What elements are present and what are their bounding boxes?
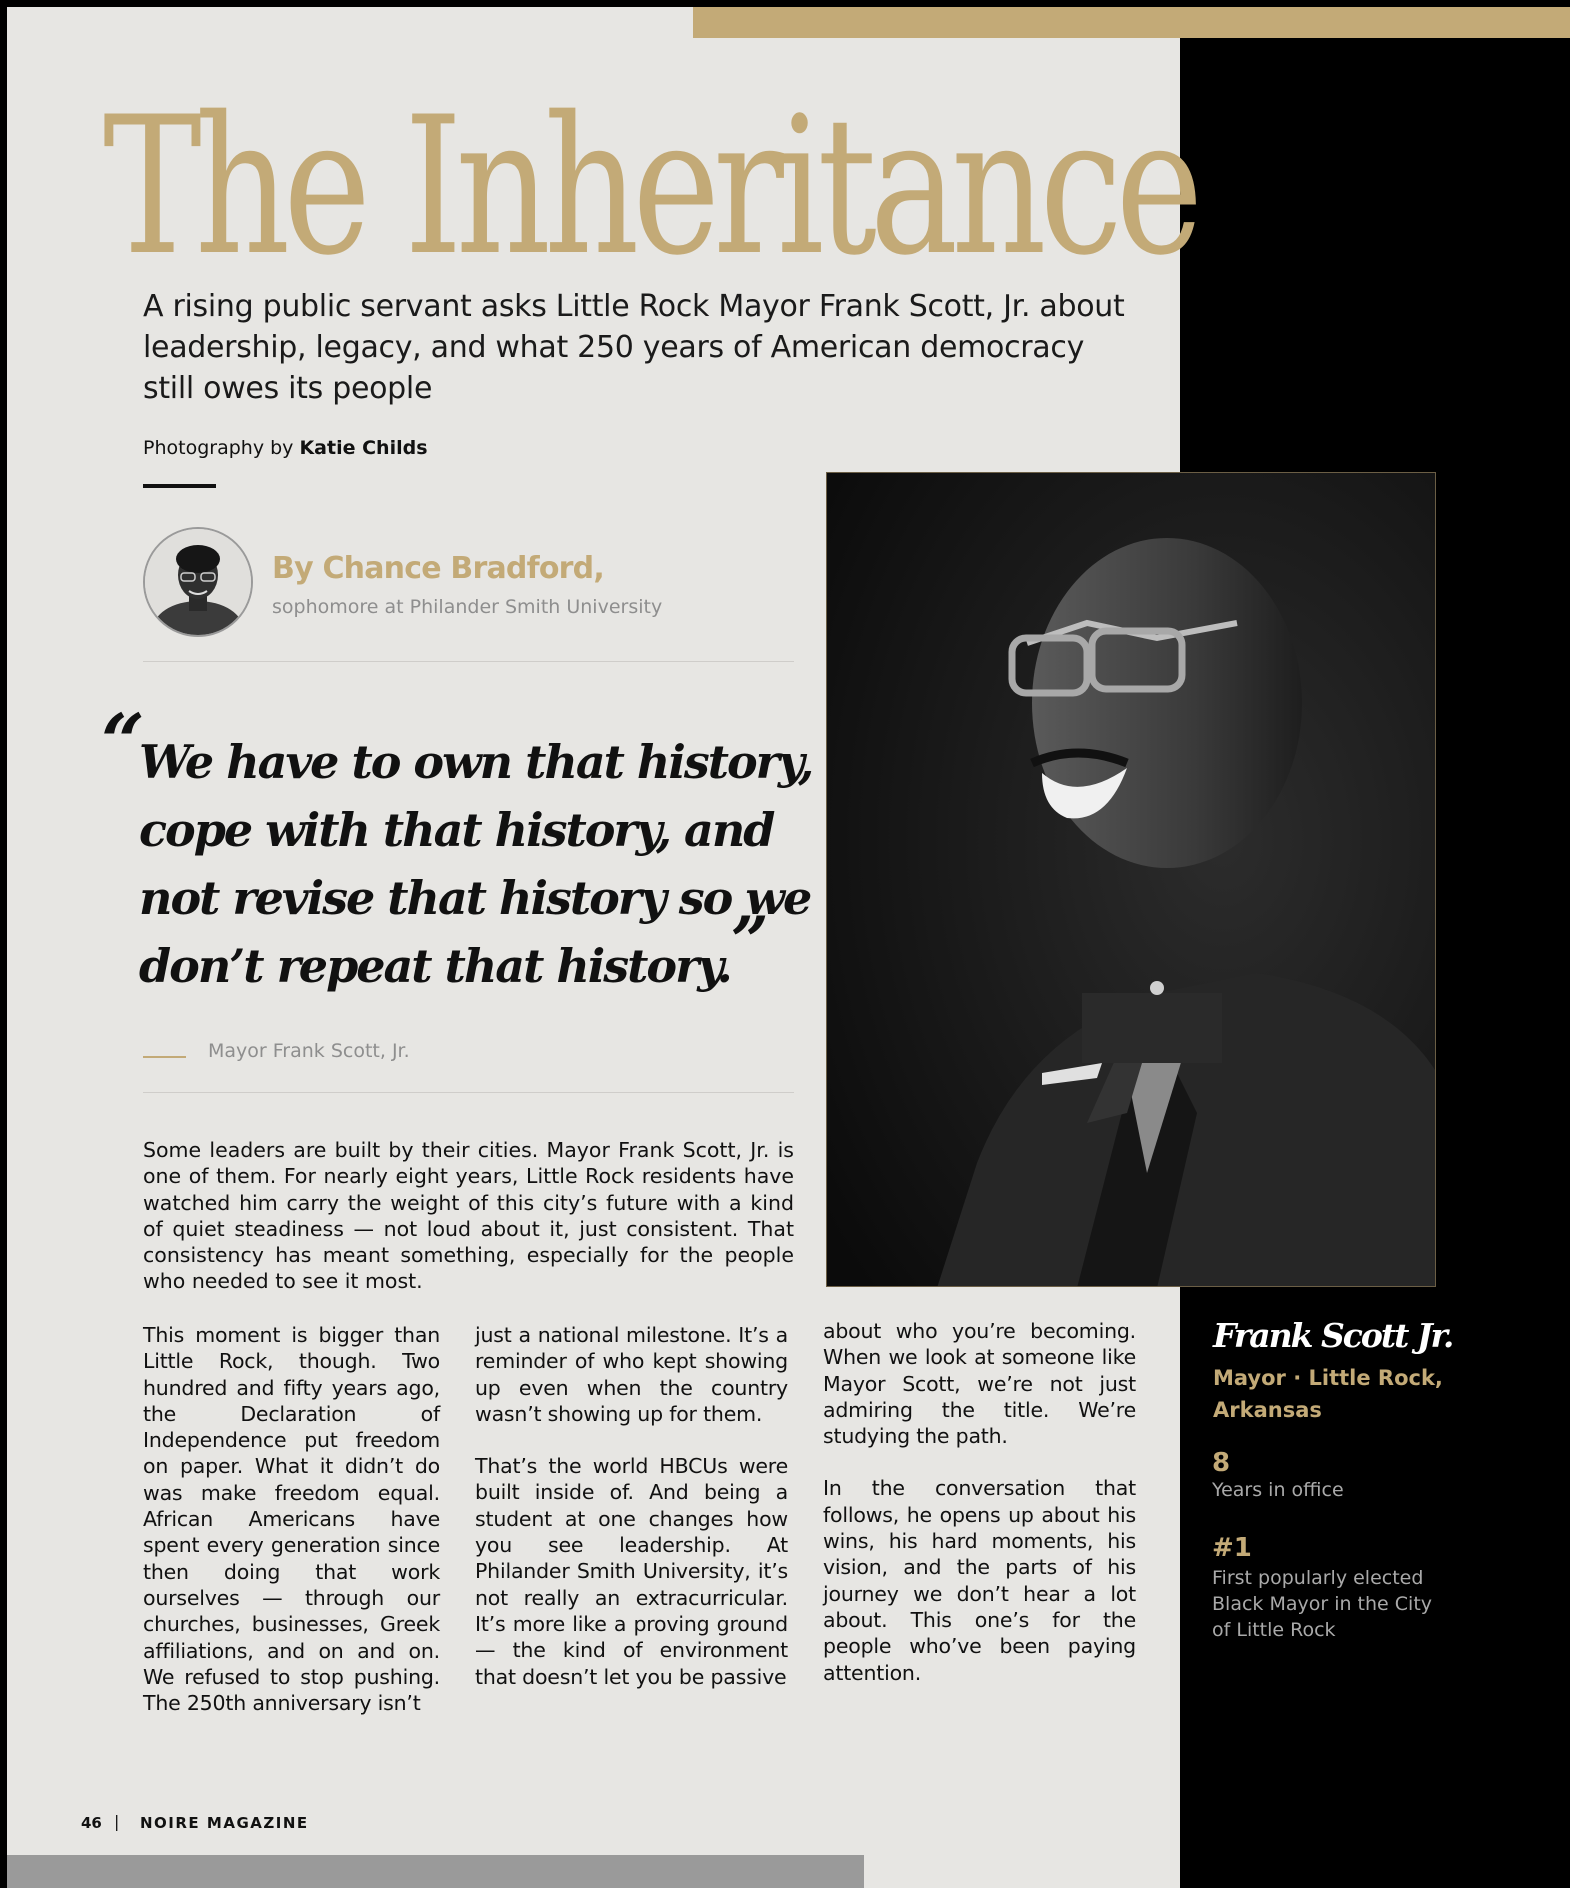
pull-quote-text: We have to own that history, cope with that history, and not revise that history so we don’t repeat that history. (139, 735, 813, 993)
quote-attribution: Mayor Frank Scott, Jr. (208, 1040, 410, 1062)
photographer-name: Katie Childs (299, 437, 428, 459)
title-divider (143, 484, 216, 488)
top-accent-bar (693, 7, 1570, 38)
attribution-rule (143, 1056, 186, 1058)
article-column-2 (475, 1322, 788, 1690)
photo-credit-prefix: Photography by (143, 437, 294, 459)
mayor-portrait-photo (826, 472, 1436, 1287)
author-avatar (143, 527, 253, 637)
magazine-name: NOIRE MAGAZINE (140, 1814, 309, 1832)
article-subtitle: A rising public servant asks Little Rock Mayor Frank Scott, Jr. about leadership, legacy, and what 250 years of American democracy still owes its people (143, 289, 1125, 406)
stat-rank-value: #1 (1212, 1533, 1252, 1563)
sidebar-name: Frank Scott Jr. (1213, 1316, 1453, 1355)
quote-close-mark: ” (730, 902, 767, 980)
quote-divider (143, 1092, 794, 1093)
article-title: The Inheritance (103, 76, 1197, 297)
article-column-3 (823, 1318, 1136, 1686)
photo-credit (143, 437, 428, 459)
article-column-1 (143, 1322, 440, 1716)
page-number: 46 (81, 1814, 102, 1832)
column-2-paragraph-2: That’s the world HBCUs were built inside of. And being a student at one changes how you see leadership. At Philander Smith University, it’s not really an extracurricular. It’s more like a proving ground — the kind of environment that doesn’t let you be passive (475, 1454, 788, 1689)
stat-years-label: Years in office (1212, 1479, 1344, 1501)
column-3-paragraph-1: about who you’re becoming. When we look at someone like Mayor Scott, we’re not just admiring the title. We’re studying the path. (823, 1319, 1136, 1449)
article-lead-paragraph: Some leaders are built by their cities. Mayor Frank Scott, Jr. is one of them. For nearly eight years, Little Rock residents have watched him carry the weight of this city’s future with a kind of quiet steadiness — not loud about it, just consistent. That consistency has meant something, especially for the people who needed to see it most. (143, 1138, 794, 1294)
stat-years-value: 8 (1212, 1448, 1231, 1478)
footer-separator: | (114, 1812, 120, 1831)
column-2-paragraph-1: just a national milestone. It’s a reminder of who kept showing up even when the country wasn’t showing up for them. (475, 1323, 788, 1426)
bottom-accent-bar (7, 1855, 864, 1888)
sidebar-role: Mayor · Little Rock, Arkansas (1213, 1366, 1443, 1422)
byline-divider (143, 661, 794, 662)
stat-rank-label: First popularly elected Black Mayor in the City of Little Rock (1212, 1567, 1433, 1641)
quote-open-mark: “ (101, 697, 145, 786)
author-role: sophomore at Philander Smith University (272, 596, 663, 618)
pull-quote (139, 728, 819, 1000)
column-1-paragraph: This moment is bigger than Little Rock, though. Two hundred and fifty years ago, the Declaration of Independence put freedom on paper. What it didn’t do was make freedom equal. African Americans have spent every generation since then doing that work ourselves — through our churches, businesses, Greek affiliations, and on and on. We refused to stop pushing. The 250th anniversary isn’t (143, 1323, 440, 1716)
author-name: By Chance Bradford, (272, 551, 604, 586)
column-3-paragraph-2: In the conversation that follows, he opens up about his wins, his hard moments, his vision, and the parts of his journey we don’t hear a lot about. This one’s for the people who’ve been paying attention. (823, 1476, 1136, 1685)
